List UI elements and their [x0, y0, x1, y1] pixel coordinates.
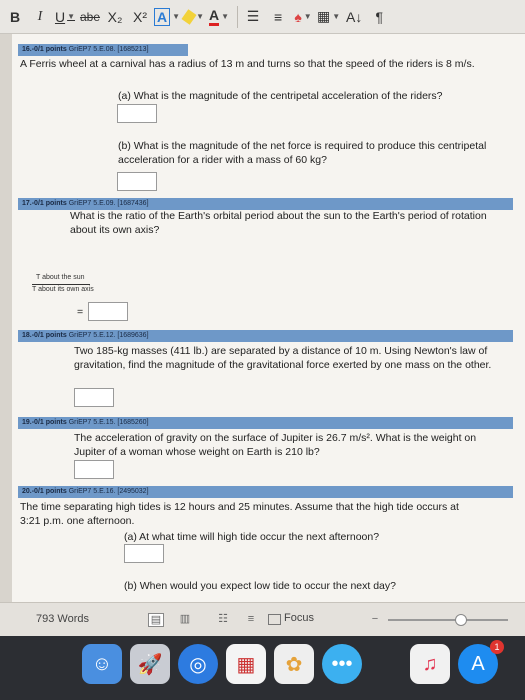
text-effects-icon: A: [154, 8, 170, 26]
highlighter-icon: [182, 9, 197, 25]
equals-sign: =: [77, 306, 84, 318]
answer-field-16b[interactable]: [117, 172, 157, 191]
formatting-toolbar: [0, 0, 525, 34]
question-20-part-b: (b) When would you expect low tide to occur the next day?: [124, 580, 396, 592]
layout-view-icon[interactable]: ▤: [148, 613, 164, 627]
points-label: 19.-0/1 points: [22, 419, 67, 426]
zoom-out-icon[interactable]: −: [371, 613, 379, 625]
chevron-down-icon: ▼: [303, 12, 312, 21]
finder-icon[interactable]: ☺: [82, 644, 122, 684]
answer-field-16a[interactable]: [117, 104, 157, 123]
underline-label: U: [54, 8, 66, 25]
messages-icon[interactable]: •••: [322, 644, 362, 684]
question-id: GriEP7 5.E.08. [1685213]: [68, 46, 149, 53]
text-effects-button[interactable]: [154, 5, 180, 29]
question-header-20: [18, 486, 513, 498]
outline-view-icon[interactable]: ☷: [218, 613, 228, 625]
app-store-icon[interactable]: A: [458, 644, 498, 684]
underline-button[interactable]: [54, 5, 76, 29]
calendar-icon[interactable]: ▦: [226, 644, 266, 684]
points-label: 18.-0/1 points: [22, 332, 67, 339]
question-id: GriEP7 5.E.16. [2495032]: [68, 488, 149, 495]
chevron-down-icon: ▼: [172, 12, 181, 21]
safari-icon[interactable]: ◎: [178, 644, 218, 684]
notification-badge: 1: [490, 640, 504, 654]
fraction-numerator: T about the sun: [36, 274, 85, 281]
numbering-button[interactable]: [267, 5, 289, 29]
font-color-button[interactable]: [208, 5, 230, 29]
borders-button[interactable]: [317, 5, 340, 29]
word-count[interactable]: 793 Words: [36, 613, 89, 625]
points-label: 17.-0/1 points: [22, 200, 67, 207]
question-header-16: [18, 44, 188, 56]
italic-button[interactable]: I: [37, 8, 43, 24]
insert-button[interactable]: [292, 5, 314, 29]
question-text-20: The time separating high tides is 12 hours and 25 minutes. Assume that the high tide occurs at 3:21 p.m. one afternoon.: [20, 501, 459, 527]
question-header-19: [18, 417, 513, 429]
question-text-16: A Ferris wheel at a carnival has a radius of 13 m and turns so that the speed of the riders is 8 m/s.: [20, 58, 475, 70]
superscript-button[interactable]: X²: [133, 8, 147, 25]
question-id: GriEP7 5.E.09. [1687436]: [68, 200, 149, 207]
chevron-down-icon: ▼: [196, 12, 204, 21]
question-text-18: Two 185-kg masses (411 lb.) are separated by a distance of 10 m. Using Newton's law of gravitation, find the magnitude of the gravitational force exerted by one mass on the other.: [74, 345, 492, 371]
focus-mode-label[interactable]: Focus: [284, 612, 314, 624]
font-color-icon: A: [209, 7, 219, 26]
answer-field-17[interactable]: [88, 302, 128, 321]
status-bar: [0, 602, 525, 637]
question-20-part-a: (a) At what time will high tide occur the next afternoon?: [124, 531, 380, 543]
question-text-19: The acceleration of gravity on the surface of Jupiter is 26.7 m/s². What is the weight on Jupiter of a woman whose weight on Earth is 210 lb?: [74, 432, 477, 458]
question-16-part-b: (b) What is the magnitude of the net force is required to produce this centripetal acceleration for a rider with a mass of 60 kg?: [118, 140, 487, 166]
bullets-button[interactable]: [242, 5, 264, 29]
launchpad-icon[interactable]: 🚀: [130, 644, 170, 684]
points-label: 16.-0/1 points: [22, 46, 67, 53]
question-id: GriEP7 5.E.12. [1689636]: [68, 332, 149, 339]
draft-view-icon[interactable]: ≡: [247, 613, 255, 625]
answer-field-18[interactable]: [74, 388, 114, 407]
zoom-slider[interactable]: [388, 619, 508, 621]
bold-button[interactable]: B: [9, 8, 21, 25]
zoom-slider-knob[interactable]: [455, 614, 467, 626]
numbered-list-icon: ≡: [273, 8, 283, 25]
focus-icon: [268, 614, 281, 625]
shading-icon: ♠: [294, 8, 302, 25]
points-label: 20.-0/1 points: [22, 488, 67, 495]
web-layout-icon[interactable]: ▥: [179, 613, 191, 625]
question-text-17: What is the ratio of the Earth's orbital period about the sun to the Earth's period of rotation about its own axis?: [70, 210, 487, 236]
bullet-list-icon: ☰: [246, 8, 260, 24]
chevron-down-icon: ▼: [332, 12, 341, 21]
question-16-part-a: (a) What is the magnitude of the centripetal acceleration of the riders?: [118, 90, 443, 102]
show-formatting-button[interactable]: ¶: [375, 8, 383, 25]
question-header-18: [18, 330, 513, 342]
toolbar-divider: [237, 6, 238, 28]
answer-field-20a[interactable]: [124, 544, 164, 563]
highlight-button[interactable]: [183, 5, 205, 29]
fraction-bar: [32, 284, 90, 285]
document-page: [12, 34, 525, 602]
dock: [0, 636, 525, 700]
strikethrough-button[interactable]: abe: [79, 9, 101, 24]
subscript-button[interactable]: X₂: [107, 8, 123, 25]
border-icon: ▦: [317, 8, 331, 24]
answer-field-19[interactable]: [74, 460, 114, 479]
chevron-down-icon: ▼: [67, 12, 76, 21]
sort-button[interactable]: A↓: [346, 8, 363, 25]
photos-icon[interactable]: ✿: [274, 644, 314, 684]
chevron-down-icon: ▼: [221, 12, 230, 21]
question-id: GriEP7 5.E.15. [1685260]: [68, 419, 149, 426]
music-icon[interactable]: ♫: [410, 644, 450, 684]
fraction-denominator: T about its own axis: [32, 286, 94, 293]
